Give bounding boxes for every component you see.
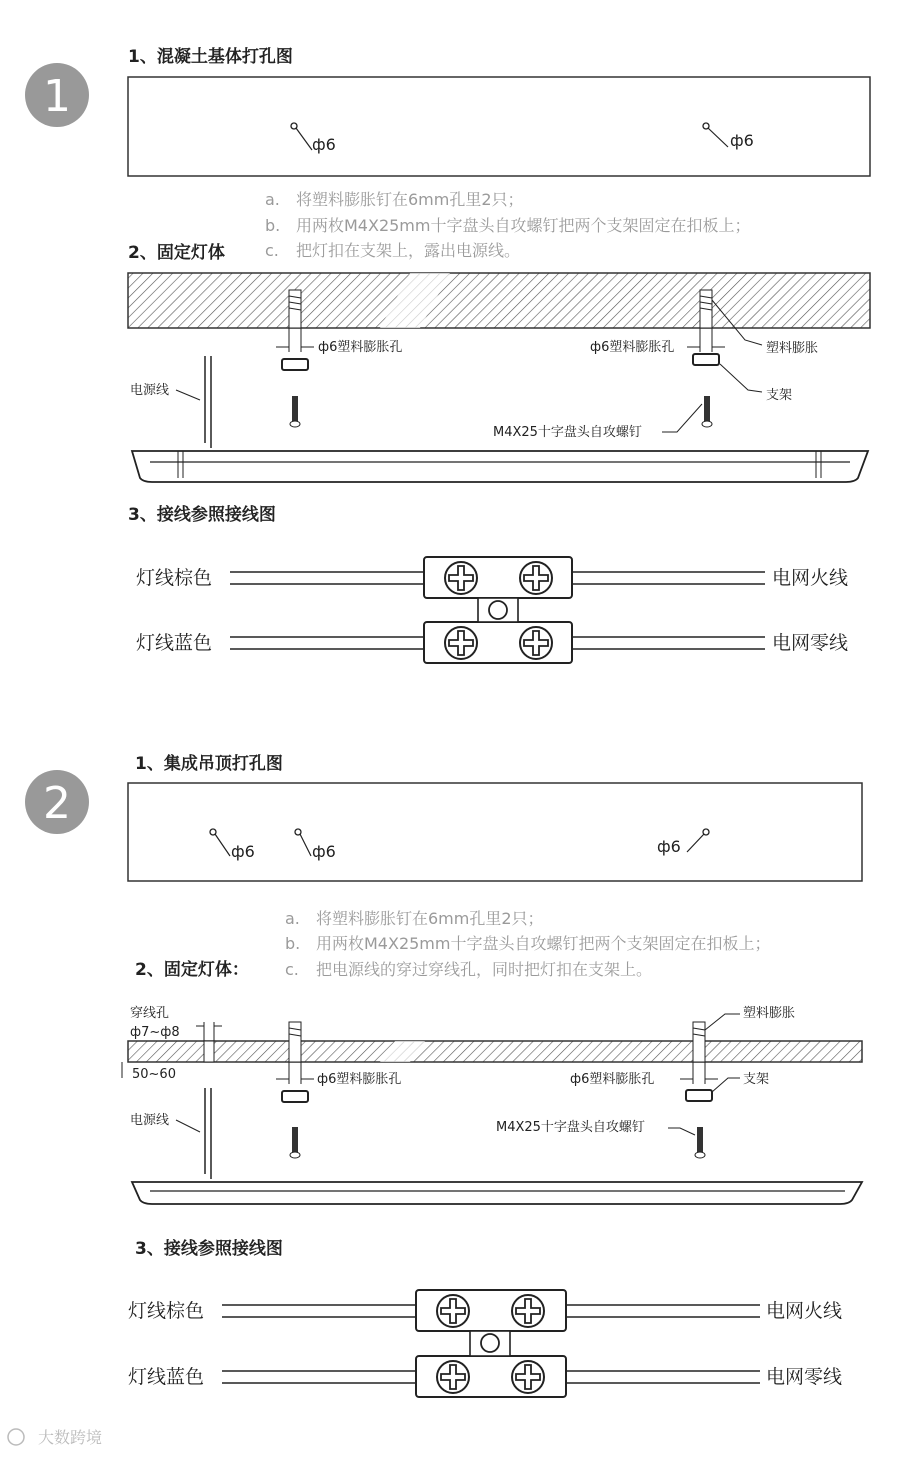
drill-board xyxy=(128,77,870,176)
screw-terminal-icon xyxy=(520,562,552,594)
note-marker: c. xyxy=(285,960,299,979)
screw-terminal-icon xyxy=(445,562,477,594)
bracket-label: 支架 xyxy=(743,1072,770,1087)
lamp-brown-label: 灯线棕色 xyxy=(136,567,213,589)
instruction-notes xyxy=(265,190,750,260)
drill-hole-label: ф6 xyxy=(312,842,336,861)
note-text: 把灯扣在支架上，露出电源线。 xyxy=(296,241,521,260)
anchor-label: 塑料膨胀 xyxy=(743,1006,796,1021)
wiring-title: 3、接线参照接线图 xyxy=(135,1239,283,1259)
grid-live-label: 电网火线 xyxy=(772,567,849,589)
note-text: 把电源线的穿过穿线孔，同时把灯扣在支架上。 xyxy=(316,960,653,979)
terminal-block xyxy=(222,1290,760,1397)
hole-label-left: ф6塑料膨胀孔 xyxy=(318,340,403,355)
lamp-brown-label: 灯线棕色 xyxy=(128,1300,205,1322)
step-number: 1 xyxy=(43,71,71,122)
grid-neutral-label: 电网零线 xyxy=(772,632,849,654)
panel-thickness-label: 50~60 xyxy=(132,1067,176,1082)
note-text: 用两枚M4X25mm十字盘头自攻螺钉把两个支架固定在扣板上； xyxy=(316,934,771,953)
screw-label: M4X25十字盘头自攻螺钉 xyxy=(496,1120,645,1135)
grid-neutral-label: 电网零线 xyxy=(766,1366,843,1388)
screw xyxy=(290,396,300,427)
concrete-slab xyxy=(128,273,870,328)
screw xyxy=(290,1127,300,1158)
lamp-body xyxy=(132,1182,862,1204)
ceiling-panel xyxy=(128,1041,862,1062)
fix-title: 2、固定灯体： xyxy=(135,960,249,980)
watermark-text: 大数跨境 xyxy=(38,1428,103,1447)
expansion-anchor xyxy=(289,290,301,328)
screw-terminal-icon xyxy=(445,627,477,659)
bracket xyxy=(686,1090,712,1101)
expansion-anchor xyxy=(700,290,712,328)
screw-label: M4X25十字盘头自攻螺钉 xyxy=(493,425,642,440)
step-1 xyxy=(25,46,870,663)
drill-title: 1、集成吊顶打孔图 xyxy=(135,754,283,774)
screw xyxy=(702,396,712,427)
note-marker: a. xyxy=(265,190,280,209)
bracket xyxy=(282,1091,308,1102)
note-marker: c. xyxy=(265,241,279,260)
drill-hole-label: ф6 xyxy=(730,131,754,150)
step-number: 2 xyxy=(43,778,71,829)
lamp-body xyxy=(132,451,868,482)
screw-terminal-icon xyxy=(437,1361,469,1393)
drill-title: 1、混凝土基体打孔图 xyxy=(128,47,293,67)
screw-terminal-icon xyxy=(520,627,552,659)
wire-hole-size: ф7~ф8 xyxy=(130,1025,180,1040)
power-wire-label: 电源线 xyxy=(130,383,170,398)
wire-hole-label: 穿线孔 xyxy=(130,1006,170,1021)
watermark xyxy=(8,1428,102,1447)
screw-terminal-icon xyxy=(512,1361,544,1393)
lamp-blue-label: 灯线蓝色 xyxy=(136,632,213,654)
power-wire-label: 电源线 xyxy=(130,1113,170,1128)
bracket xyxy=(282,359,308,370)
note-marker: b. xyxy=(285,934,301,953)
screw xyxy=(695,1127,705,1158)
hole-label-right: ф6塑料膨胀孔 xyxy=(590,340,675,355)
note-text: 用两枚M4X25mm十字盘头自攻螺钉把两个支架固定在扣板上； xyxy=(296,216,751,235)
note-marker: a. xyxy=(285,909,300,928)
step-2 xyxy=(25,753,862,1397)
bracket xyxy=(693,354,719,365)
drill-hole-label: ф6 xyxy=(657,837,681,856)
note-text: 将塑料膨胀钉在6mm孔里2只； xyxy=(296,190,524,209)
lamp-blue-label: 灯线蓝色 xyxy=(128,1366,205,1388)
hole-label-left: ф6塑料膨胀孔 xyxy=(317,1072,402,1087)
screw-terminal-icon xyxy=(437,1295,469,1327)
anchor-label: 塑料膨胀 xyxy=(766,341,819,356)
drill-hole-label: ф6 xyxy=(231,842,255,861)
note-marker: b. xyxy=(265,216,281,235)
drill-board xyxy=(128,783,862,881)
watermark-logo-icon xyxy=(8,1429,24,1445)
screw-terminal-icon xyxy=(512,1295,544,1327)
bracket-label: 支架 xyxy=(766,388,793,403)
drill-hole-label: ф6 xyxy=(312,135,336,154)
wiring-title: 3、接线参照接线图 xyxy=(128,505,276,525)
instruction-notes xyxy=(285,909,770,979)
grid-live-label: 电网火线 xyxy=(766,1300,843,1322)
expansion-anchor xyxy=(693,1022,705,1062)
note-text: 将塑料膨胀钉在6mm孔里2只； xyxy=(316,909,544,928)
fix-title: 2、固定灯体 xyxy=(128,243,225,263)
expansion-anchor xyxy=(289,1022,301,1062)
hole-label-right: ф6塑料膨胀孔 xyxy=(570,1072,655,1087)
terminal-block xyxy=(230,557,765,663)
